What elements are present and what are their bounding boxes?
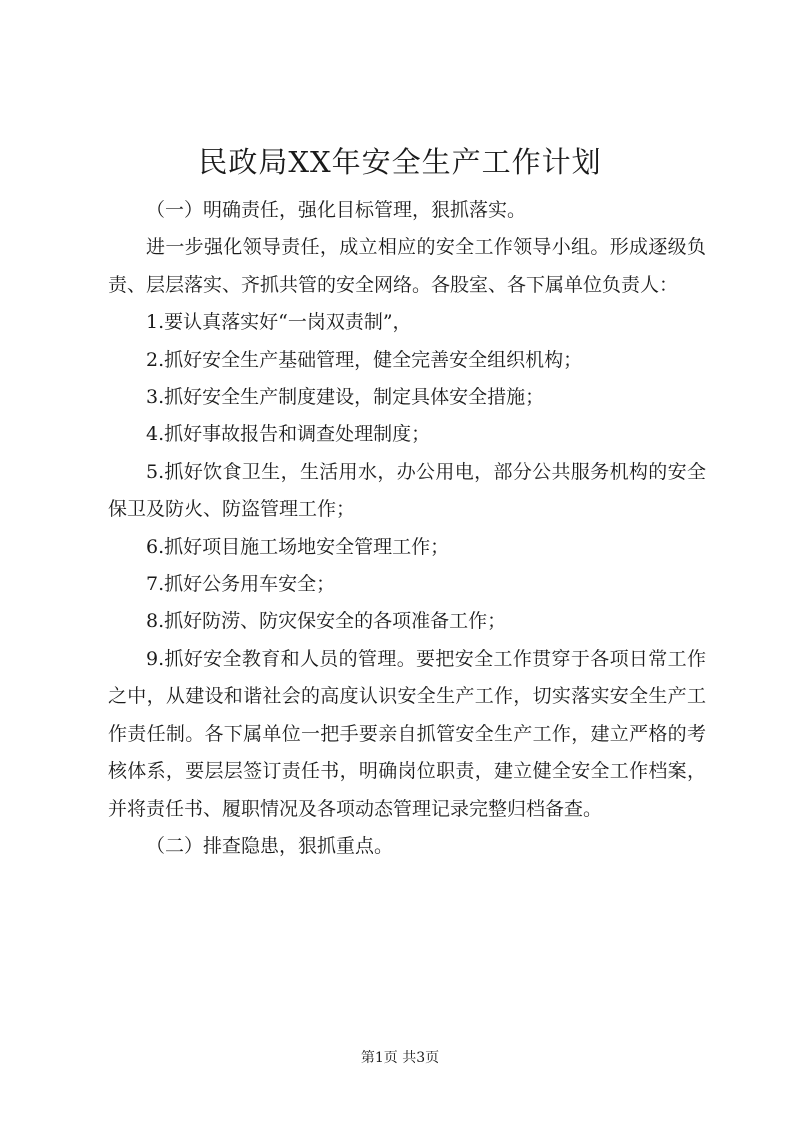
list-item-4: 4.抓好事故报告和调查处理制度； (146, 423, 431, 446)
intro-paragraph: 进一步强化领导责任，成立相应的安全工作领导小组。形成逐级负责、层层落实、齐抓共管的安全网络。各股室、各下属单位负责人： (108, 236, 706, 296)
list-item-8: 8.抓好防涝、防灾保安全的各项准备工作； (146, 610, 507, 633)
page-number-footer: 第1页 共3页 (360, 1050, 440, 1066)
list-item-7: 7.抓好公务用车安全； (146, 573, 336, 596)
page-title: 民政局XX年安全生产工作计划 (198, 145, 602, 179)
list-item-9: 9.抓好安全教育和人员的管理。要把安全工作贯穿于各项日常工作之中，从建设和谐社会的高度认识安全生产工作，切实落实安全生产工作责任制。各下属单位一把手要亲自抓管安全生产工作，建立严格的考核体系，要层层签订责任书，明确岗位职责，建立健全安全工作档案，并将责任书、履职情况及各项动态管理记录完整归档备查。 (108, 647, 706, 820)
list-item-2: 2.抓好安全生产基础管理，健全完善安全组织机构； (146, 348, 583, 371)
list-item-5: 5.抓好饮食卫生，生活用水，办公用电，部分公共服务机构的安全保卫及防火、防盗管理工作； (108, 460, 706, 521)
list-item-6: 6.抓好项目施工场地安全管理工作； (146, 535, 450, 558)
list-item-3: 3.抓好安全生产制度建设，制定具体安全措施； (146, 386, 545, 409)
list-item-1: 1.要认真落实好“一岗双责制”， (146, 311, 412, 334)
document-body (108, 192, 706, 865)
section-heading-1: （一）明确责任，强化目标管理，狠抓落实。 (146, 199, 527, 221)
section-heading-2: （二）排查隐患，狠抓重点。 (146, 834, 394, 857)
